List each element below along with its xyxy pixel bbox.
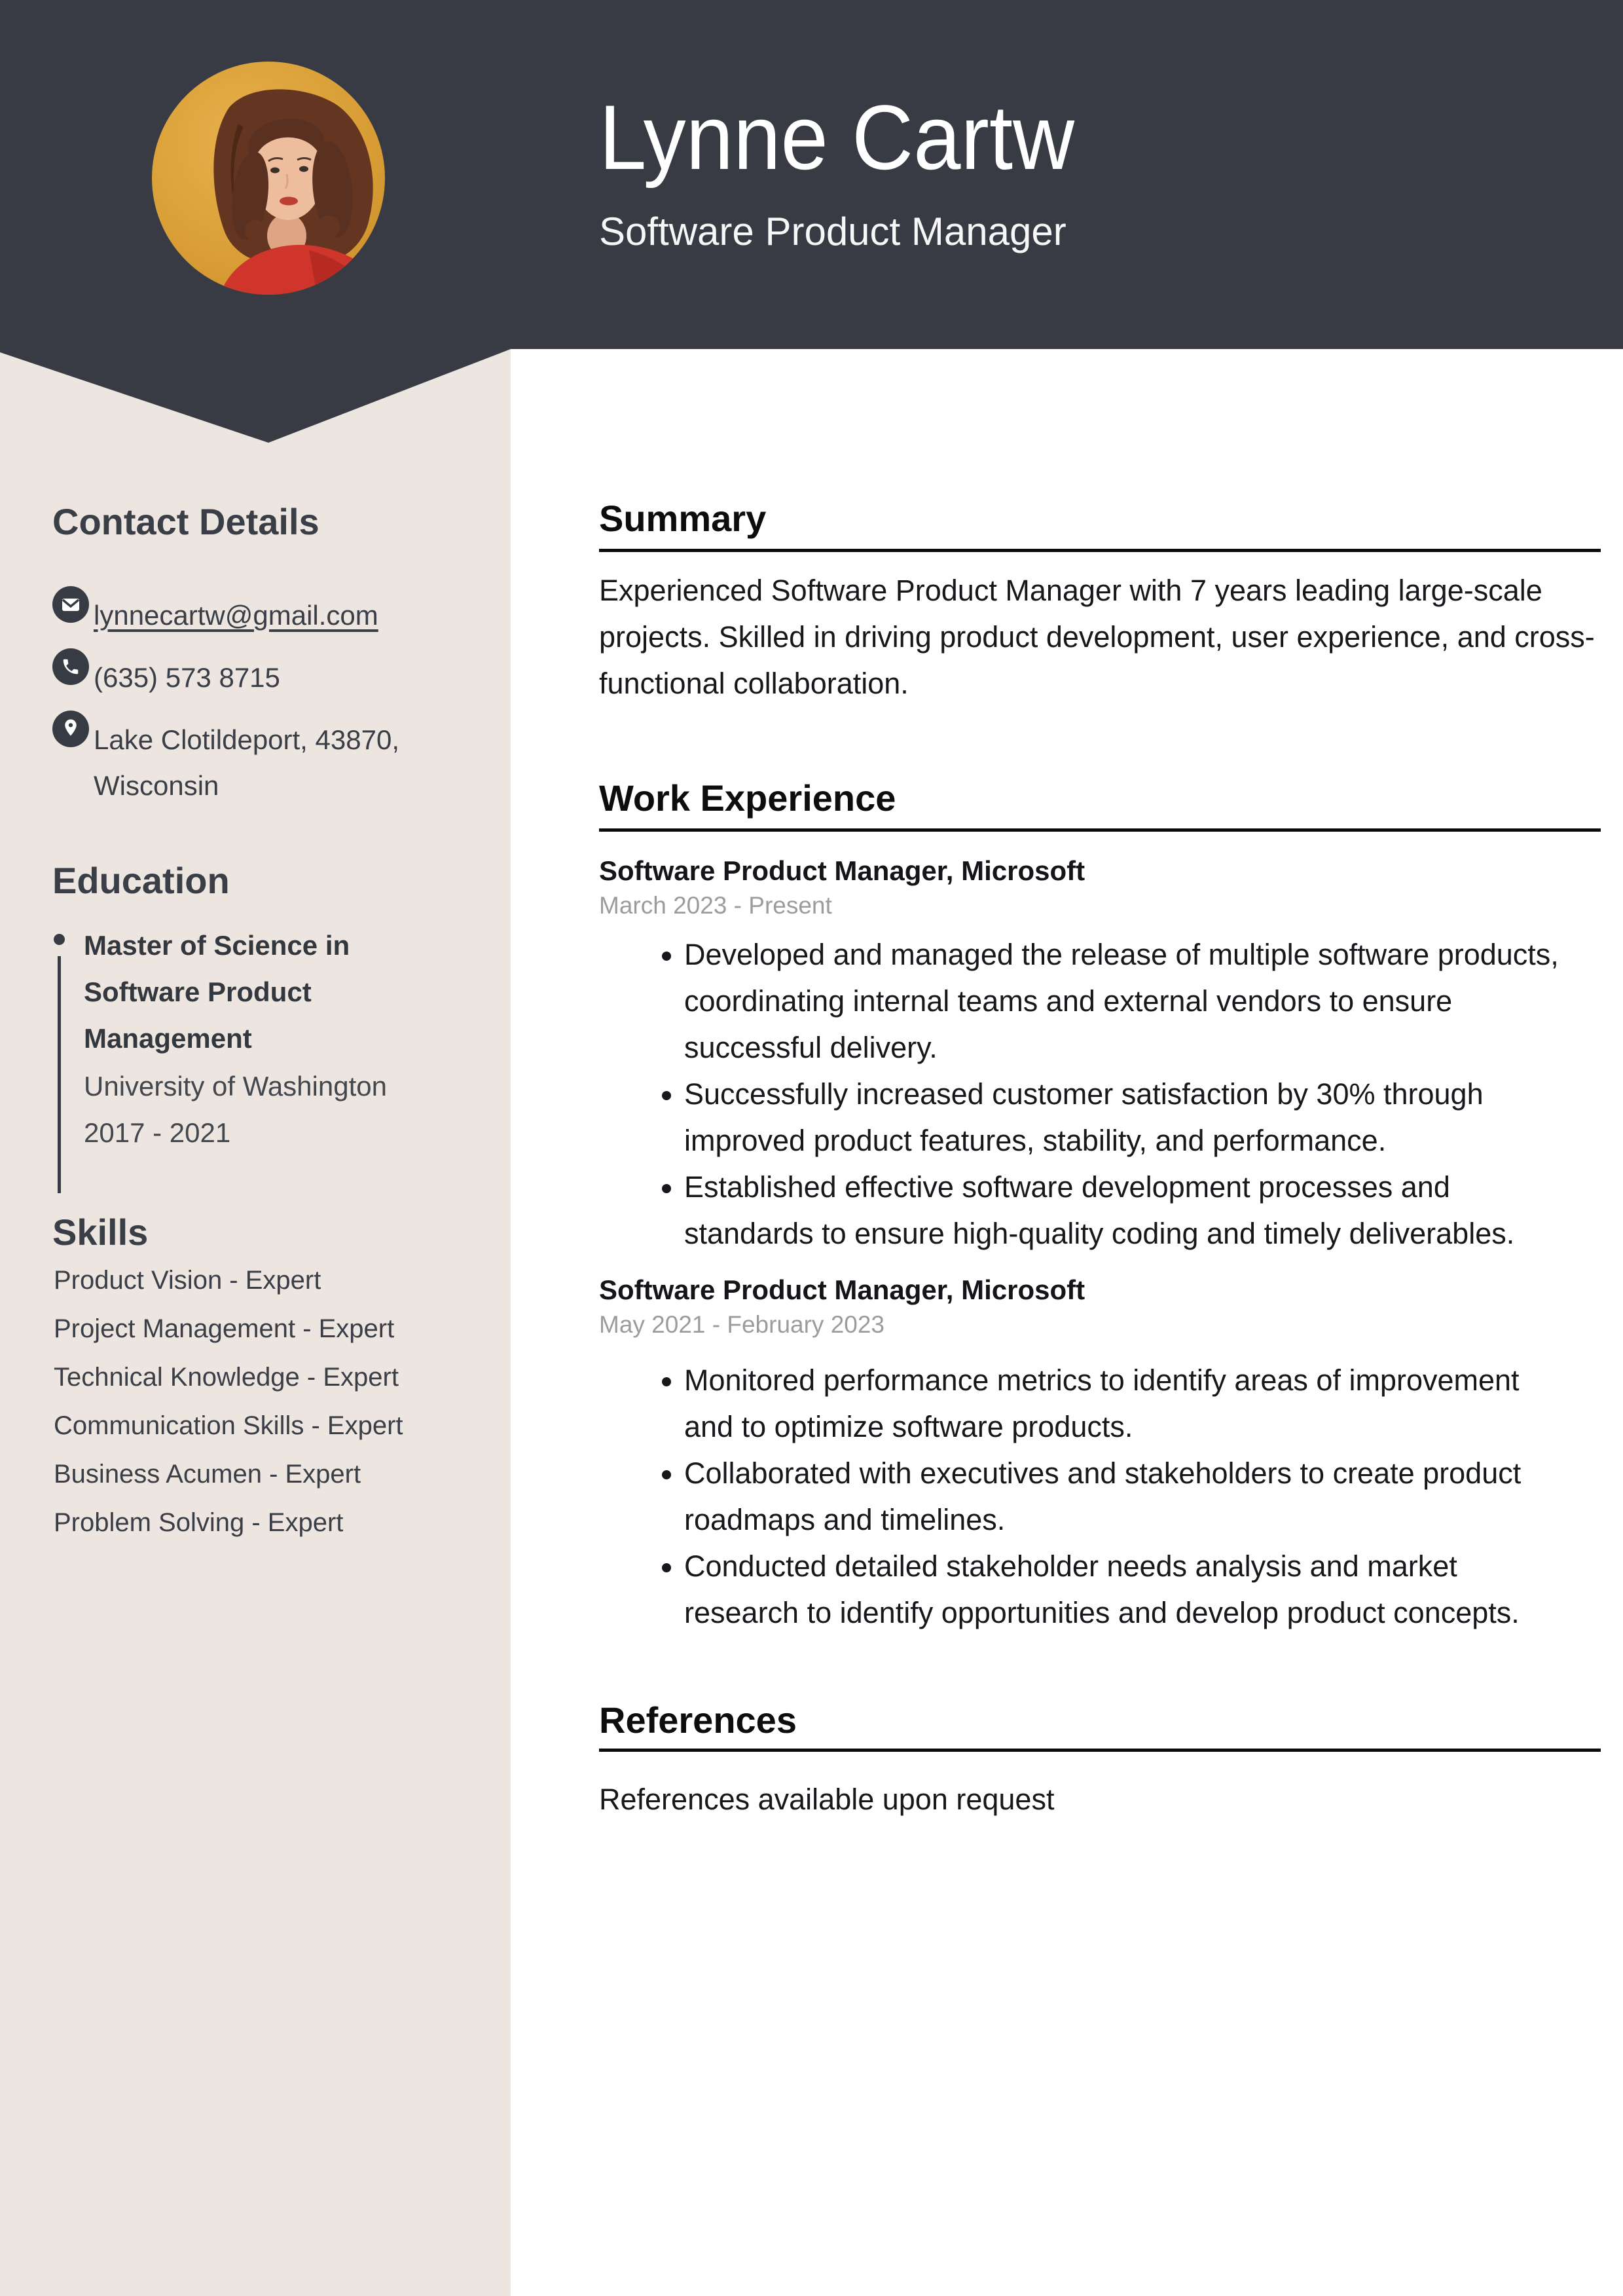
location-icon — [52, 711, 89, 747]
skills-heading: Skills — [52, 1212, 149, 1253]
summary-rule — [599, 549, 1601, 552]
phone-icon — [52, 648, 89, 685]
job-bullet: • Successfully increased customer satisfaction by 30% through improved product features, stability, and performance. — [684, 1071, 1575, 1164]
education-school: University of Washington — [84, 1071, 387, 1102]
person-title: Software Product Manager — [599, 210, 1067, 253]
contact-email — [94, 593, 378, 639]
education-degree: Master of Science in Software Product Management — [84, 930, 350, 1054]
job-bullet: • Established effective software development processes and standards to ensure high-quality coding and timely deliverables. — [684, 1164, 1575, 1257]
job-bullet: • Collaborated with executives and stakeholders to create product roadmaps and timelines. — [684, 1450, 1575, 1543]
email-link[interactable]: lynnecartw@gmail.com — [94, 600, 378, 631]
skill-item: Project Management - Expert — [54, 1314, 395, 1343]
education-heading: Education — [52, 860, 230, 901]
job-dates: May 2021 - February 2023 — [599, 1311, 885, 1338]
references-text: References available upon request — [599, 1783, 1055, 1816]
person-name: Lynne Cartw — [599, 86, 1075, 189]
work-experience-heading: Work Experience — [599, 777, 896, 819]
education-dates: 2017 - 2021 — [84, 1117, 231, 1148]
job-bullet: • Conducted detailed stakeholder needs analysis and market research to identify opportunities and develop product concepts. — [684, 1543, 1575, 1636]
references-rule — [599, 1749, 1601, 1752]
summary-text: Experienced Software Product Manager with 7 years leading large-scale projects. Skilled in driving product development, user experience, and cross-functional collaboration. — [599, 574, 1595, 700]
job-bullet-list — [599, 931, 1575, 1257]
contact-details-heading: Contact Details — [52, 501, 319, 542]
contact-phone: (635) 573 8715 — [94, 662, 280, 693]
skill-item: Problem Solving - Expert — [54, 1508, 344, 1537]
job-bullet-list — [599, 1357, 1575, 1636]
skill-item: Business Acumen - Expert — [54, 1460, 361, 1489]
education-item — [84, 922, 411, 1156]
job-bullet: • Monitored performance metrics to identify areas of improvement and to optimize software products. — [684, 1357, 1575, 1450]
skill-item: Technical Knowledge - Expert — [54, 1363, 399, 1392]
references-heading: References — [599, 1699, 797, 1741]
job-dates: March 2023 - Present — [599, 892, 832, 919]
timeline-line — [58, 956, 61, 1193]
skills-list — [54, 1256, 403, 1547]
job-bullet: • Developed and managed the release of multiple software products, coordinating internal teams and external vendors to ensure successful delivery. — [684, 931, 1575, 1071]
skill-item: Communication Skills - Expert — [54, 1411, 403, 1440]
contact-location: Lake Clotildeport, 43870, Wisconsin — [94, 724, 399, 801]
work-experience-rule — [599, 828, 1601, 832]
profile-photo — [152, 62, 385, 295]
email-icon — [52, 586, 89, 623]
timeline-dot — [54, 934, 65, 945]
skill-item: Product Vision - Expert — [54, 1266, 321, 1295]
summary-heading: Summary — [599, 498, 767, 539]
job-title: Software Product Manager, Microsoft — [599, 1274, 1085, 1305]
job-title: Software Product Manager, Microsoft — [599, 855, 1085, 886]
